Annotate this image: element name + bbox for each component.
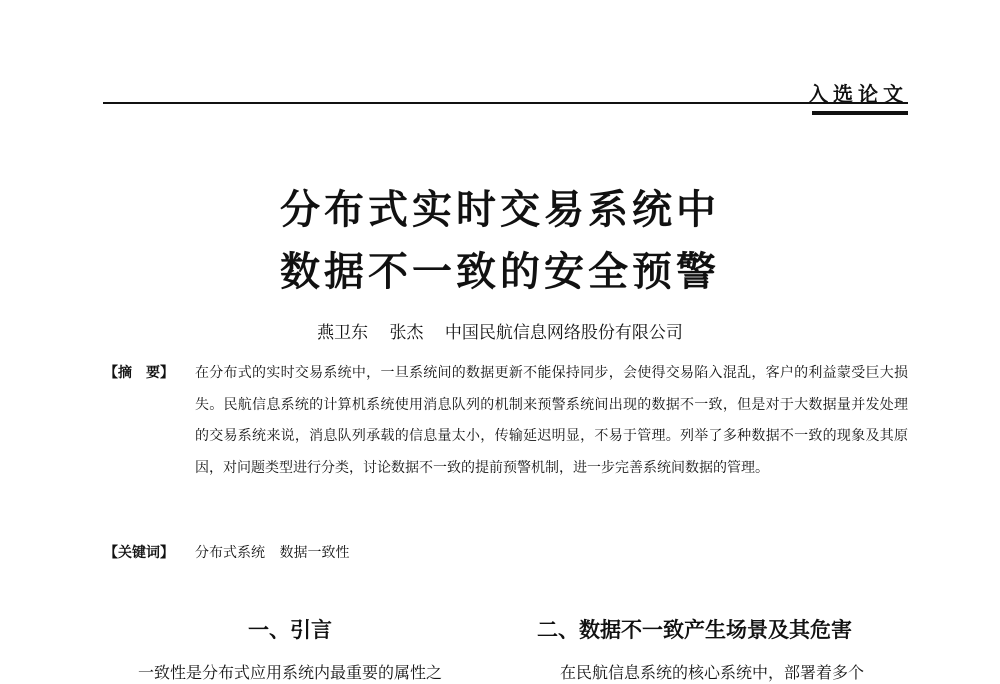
authors-line [0, 318, 1000, 343]
keywords-text: 分布式系统 数据一致性 [195, 545, 350, 561]
abstract-text: 在分布式的实时交易系统中，一旦系统间的数据更新不能保持同步，会使得交易陷入混乱，客户的利益蒙受巨大损失。民航信息系统的计算机系统使用消息队列的机制来预警系统间出现的数据不一致，但是对于大数据量并发处理的交易系统来说，消息队列承载的信息量太小，传输延迟明显，不易于管理。列举了多种数据不一致的现象及其原因，对问题类型进行分类，讨论数据不一致的提前预警机制，进一步完善系统间数据的管理。 [195, 365, 908, 476]
affiliation: 中国民航信息网络股份有限公司 [444, 323, 683, 343]
body-text-left: 一致性是分布式应用系统内最重要的属性之 [138, 663, 443, 682]
author-name: 燕卫东 [317, 323, 369, 343]
paper-title-line-2: 数据不一致的安全预警 [280, 249, 720, 295]
header-rule [103, 102, 908, 104]
section-heading-introduction: 一、引言 [248, 618, 332, 642]
body-text-right: 在民航信息系统的核心系统中，部署着多个 [560, 663, 865, 682]
section-tag: 入选论文 [808, 82, 908, 106]
abstract-label: 【摘 要】 [104, 365, 174, 381]
header-rule-thick [812, 111, 908, 115]
paper-title-line-1: 分布式实时交易系统中 [280, 187, 720, 233]
section-heading-scenarios: 二、数据不一致产生场景及其危害 [537, 618, 852, 642]
keywords-label: 【关键词】 [104, 545, 174, 561]
author-name: 张杰 [389, 323, 424, 343]
